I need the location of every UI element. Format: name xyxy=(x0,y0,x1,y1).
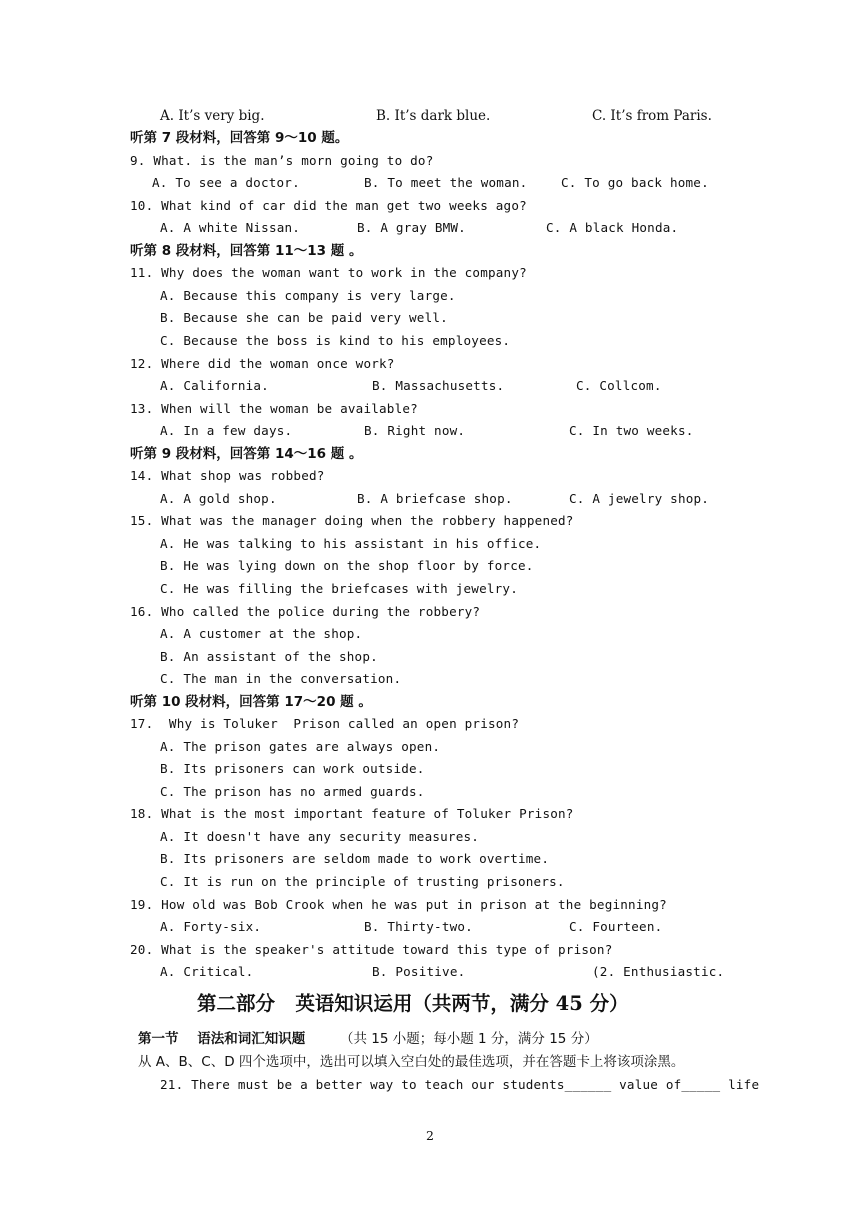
q17-option-c: C. The prison has no armed guards. xyxy=(160,784,425,799)
q15-option-c: C. He was filling the briefcases with jewelry. xyxy=(160,581,518,596)
q15-question: 15. What was the manager doing when the robbery happened? xyxy=(130,513,574,528)
q17-option-b: B. Its prisoners can work outside. xyxy=(160,761,425,776)
section7-heading: 听第 7 段材料，回答第 9～10 题。 xyxy=(130,130,349,146)
q13-option-b: B. Right now. xyxy=(364,423,466,438)
q19-options-row xyxy=(0,916,860,938)
q19-option-c: C. Fourteen. xyxy=(569,919,663,934)
section1-heading-row xyxy=(0,1028,860,1050)
q12-options-row xyxy=(0,375,860,397)
q18-option-a: A. It doesn't have any security measures. xyxy=(160,829,480,844)
q8-option-a: A. It’s very big. xyxy=(160,108,265,124)
q11-option-a: A. Because this company is very large. xyxy=(160,288,456,303)
q8-option-b: B. It’s dark blue. xyxy=(376,108,491,124)
q14-option-c: C. A jewelry shop. xyxy=(569,491,710,506)
instructions: 从 A、B、C、D 四个选项中，选出可以填入空白处的最佳选项，并在答题卡上将该项涂黑。 xyxy=(138,1054,685,1070)
q18-option-b: B. Its prisoners are seldom made to work overtime. xyxy=(160,851,550,866)
q8-options-row xyxy=(0,105,860,127)
q19-option-b: B. Thirty-two. xyxy=(364,919,473,934)
q12-option-a: A. California. xyxy=(160,378,269,393)
q13-option-c: C. In two weeks. xyxy=(569,423,694,438)
section10-heading: 听第 10 段材料，回答第 17～20 题 。 xyxy=(130,694,372,710)
q9-option-b: B. To meet the woman. xyxy=(364,175,528,190)
q16-question: 16. Who called the police during the robbery? xyxy=(130,604,481,619)
q12-question: 12. Where did the woman once work? xyxy=(130,356,395,371)
q10-option-a: A. A white Nissan. xyxy=(160,220,301,235)
q10-option-c: C. A black Honda. xyxy=(546,220,679,235)
q15-option-b: B. He was lying down on the shop floor by force. xyxy=(160,558,534,573)
q11-question: 11. Why does the woman want to work in the company? xyxy=(130,265,527,280)
q16-option-b: B. An assistant of the shop. xyxy=(160,649,378,664)
q12-option-c: C. Collcom. xyxy=(576,378,662,393)
section1-title: 第一节 语法和词汇知识题 xyxy=(138,1031,306,1047)
q18-question: 18. What is the most important feature of Toluker Prison? xyxy=(130,806,574,821)
q13-question: 13. When will the woman be available? xyxy=(130,401,418,416)
q8-option-c: C. It’s from Paris. xyxy=(592,108,712,124)
q17-question: 17. Why is Toluker Prison called an open prison? xyxy=(130,716,520,731)
q16-option-c: C. The man in the conversation. xyxy=(160,671,402,686)
q14-option-b: B. A briefcase shop. xyxy=(357,491,513,506)
q19-option-a: A. Forty-six. xyxy=(160,919,262,934)
q20-option-a: A. Critical. xyxy=(160,964,254,979)
q20-question: 20. What is the speaker's attitude toward this type of prison? xyxy=(130,942,613,957)
q13-options-row xyxy=(0,420,860,442)
section1-description: （共 15 小题；每小题 1 分，满分 15 分） xyxy=(340,1031,598,1047)
section8-heading: 听第 8 段材料，回答第 11～13 题 。 xyxy=(130,243,363,259)
q20-options-row xyxy=(0,961,860,983)
q12-option-b: B. Massachusetts. xyxy=(372,378,505,393)
q21-question: 21. There must be a better way to teach our students______ value of_____ life xyxy=(160,1077,760,1092)
q9-options-row xyxy=(0,172,860,194)
q20-option-c: (2. Enthusiastic. xyxy=(592,964,725,979)
q9-option-c: C. To go back home. xyxy=(561,175,709,190)
q20-option-b: B. Positive. xyxy=(372,964,466,979)
q14-option-a: A. A gold shop. xyxy=(160,491,277,506)
q14-options-row xyxy=(0,488,860,510)
q10-question: 10. What kind of car did the man get two weeks ago? xyxy=(130,198,527,213)
q9-option-a: A. To see a doctor. xyxy=(152,175,300,190)
q15-option-a: A. He was talking to his assistant in his office. xyxy=(160,536,542,551)
q11-option-b: B. Because she can be paid very well. xyxy=(160,310,448,325)
q10-options-row xyxy=(0,217,860,239)
q13-option-a: A. In a few days. xyxy=(160,423,293,438)
q11-option-c: C. Because the boss is kind to his employees. xyxy=(160,333,511,348)
q19-question: 19. How old was Bob Crook when he was put in prison at the beginning? xyxy=(130,897,667,912)
q10-option-b: B. A gray BMW. xyxy=(357,220,466,235)
q18-option-c: C. It is run on the principle of trusting prisoners. xyxy=(160,874,565,889)
q17-option-a: A. The prison gates are always open. xyxy=(160,739,441,754)
section9-heading: 听第 9 段材料，回答第 14～16 题 。 xyxy=(130,446,363,462)
page-number: 2 xyxy=(426,1128,434,1143)
part2-title: 第二部分 英语知识运用（共两节，满分 45 分） xyxy=(197,992,629,1015)
q14-question: 14. What shop was robbed? xyxy=(130,468,325,483)
q16-option-a: A. A customer at the shop. xyxy=(160,626,363,641)
q9-question: 9. What. is the man’s morn going to do? xyxy=(130,153,434,168)
